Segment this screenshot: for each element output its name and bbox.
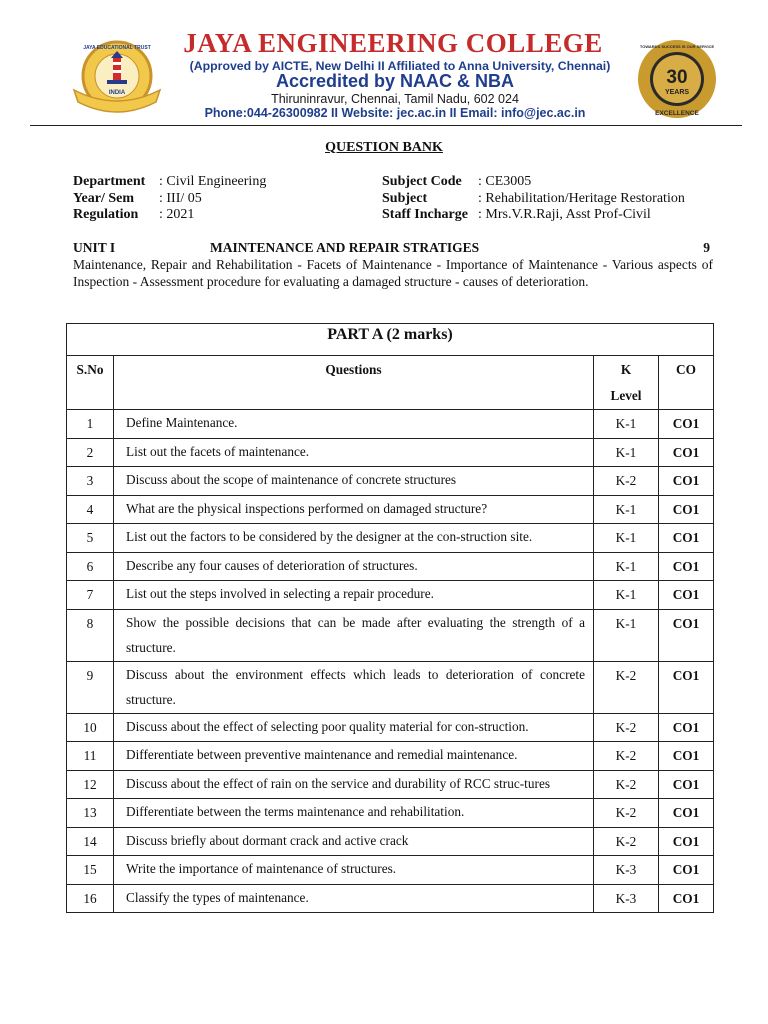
- k-level: K-2: [594, 827, 659, 856]
- question-number: 13: [67, 799, 114, 828]
- meta-label: Year/ Sem: [73, 190, 135, 206]
- k-level: K-3: [594, 856, 659, 885]
- meta-value: : Civil Engineering: [159, 174, 267, 189]
- meta-label: Regulation: [73, 207, 139, 222]
- header-k-level: [594, 356, 659, 410]
- table-row: [67, 770, 714, 799]
- course-outcome: CO1: [659, 524, 714, 553]
- course-outcome: CO1: [659, 581, 714, 610]
- contact-line: Phone:044-26300982 II Website: jec.ac.in II Email: info@jec.ac.in: [204, 106, 586, 120]
- header-sno: S.No: [67, 356, 114, 410]
- question-number: 1: [67, 410, 114, 439]
- question-number: 6: [67, 552, 114, 581]
- question-text: What are the physical inspections performed on damaged structure?: [114, 495, 594, 524]
- k-level: K-2: [594, 661, 659, 713]
- k-level: K-1: [594, 552, 659, 581]
- course-outcome: CO1: [659, 827, 714, 856]
- table-row: [67, 438, 714, 467]
- question-text: List out the factors to be considered by the designer at the con-struction site.: [114, 524, 594, 553]
- k-level: K-1: [594, 495, 659, 524]
- meta-label: Subject Code: [382, 174, 462, 189]
- letterhead: [0, 0, 768, 125]
- question-number: 9: [67, 661, 114, 713]
- k-level: K-1: [594, 524, 659, 553]
- address-line: Thiruninravur, Chennai, Tamil Nadu, 602 024: [271, 92, 519, 106]
- question-number: 14: [67, 827, 114, 856]
- course-outcome: CO1: [659, 661, 714, 713]
- meta-row-regulation: [73, 207, 266, 224]
- table-row: [67, 609, 714, 661]
- seal-word: YEARS: [664, 89, 690, 96]
- course-outcome: CO1: [659, 742, 714, 771]
- anniversary-seal-icon: [636, 38, 718, 120]
- question-text: List out the facets of maintenance.: [114, 438, 594, 467]
- table-row: [67, 581, 714, 610]
- question-text: Discuss about the scope of maintenance of concrete structures: [114, 467, 594, 496]
- course-outcome: CO1: [659, 770, 714, 799]
- table-row: [67, 884, 714, 913]
- question-text: Discuss about the effect of selecting poor quality material for con-struction.: [114, 713, 594, 742]
- table-row: [67, 410, 714, 439]
- question-text: List out the steps involved in selecting a repair procedure.: [114, 581, 594, 610]
- meta-row-year-sem: [73, 191, 266, 208]
- k-level: K-2: [594, 742, 659, 771]
- unit-title: MAINTENANCE AND REPAIR STRATIGES: [210, 240, 480, 255]
- table-caption: PART A (2 marks): [67, 324, 714, 356]
- course-outcome: CO1: [659, 609, 714, 661]
- course-outcome: CO1: [659, 495, 714, 524]
- question-table: [66, 323, 714, 913]
- meta-row-subject-code: [382, 174, 685, 191]
- meta-row-subject: [382, 191, 685, 208]
- meta-label: Department: [73, 174, 146, 189]
- college-name: JAYA ENGINEERING COLLEGE: [183, 28, 603, 58]
- header-k: K: [620, 362, 632, 377]
- seal-bottom-text: EXCELLENCE: [655, 110, 699, 117]
- table-row: [67, 742, 714, 771]
- question-number: 8: [67, 609, 114, 661]
- course-outcome: CO1: [659, 467, 714, 496]
- question-text: Describe any four causes of deterioration of structures.: [114, 552, 594, 581]
- course-outcome: CO1: [659, 552, 714, 581]
- question-text: Differentiate between preventive maintenance and remedial maintenance.: [114, 742, 594, 771]
- unit-description: Maintenance, Repair and Rehabilitation - Facets of Maintenance - Importance of Maintenance - Various aspects of Inspection - Assessment procedure for evaluating a damaged structure - causes of deterioration.: [73, 257, 713, 289]
- header-rule: [30, 125, 742, 126]
- k-level: K-1: [594, 609, 659, 661]
- question-number: 16: [67, 884, 114, 913]
- table-row: [67, 799, 714, 828]
- course-meta-left: [73, 174, 266, 224]
- meta-value: : Rehabilitation/Heritage Restoration: [478, 190, 685, 206]
- meta-value: : Mrs.V.R.Raji, Asst Prof-Civil: [478, 207, 651, 222]
- course-outcome: CO1: [659, 713, 714, 742]
- question-number: 2: [67, 438, 114, 467]
- approval-line: (Approved by AICTE, New Delhi II Affiliated to Anna University, Chennai): [189, 59, 611, 73]
- unit-heading: [73, 240, 713, 256]
- table-row: [67, 552, 714, 581]
- k-level: K-2: [594, 713, 659, 742]
- table-header-row: [67, 356, 714, 410]
- k-level: K-1: [594, 410, 659, 439]
- course-outcome: CO1: [659, 799, 714, 828]
- seal-ring-text: TOWARDS SUCCESS IS OUR SERVICE: [639, 44, 715, 49]
- question-text: Discuss about the environment effects which leads to deterioration of concrete structure.: [114, 661, 594, 713]
- meta-label: Subject: [382, 190, 428, 206]
- seal-number: 30: [666, 67, 688, 88]
- unit-section: [73, 240, 713, 290]
- table-row: [67, 713, 714, 742]
- meta-value: : 2021: [159, 207, 195, 222]
- question-text: Differentiate between the terms maintenance and rehabilitation.: [114, 799, 594, 828]
- k-level: K-2: [594, 799, 659, 828]
- header-co: CO: [659, 356, 714, 410]
- question-text: Discuss briefly about dormant crack and active crack: [114, 827, 594, 856]
- question-number: 3: [67, 467, 114, 496]
- page-title-text: QUESTION BANK: [325, 140, 443, 155]
- k-level: K-1: [594, 438, 659, 467]
- question-number: 7: [67, 581, 114, 610]
- table-row: [67, 467, 714, 496]
- table-row: [67, 524, 714, 553]
- course-meta-right: [382, 174, 685, 224]
- header-questions: Questions: [114, 356, 594, 410]
- header-level: Level: [610, 387, 642, 403]
- meta-row-department: [73, 174, 266, 191]
- k-level: K-2: [594, 467, 659, 496]
- page-title: [0, 140, 768, 156]
- question-text: Define Maintenance.: [114, 410, 594, 439]
- question-text: Discuss about the effect of rain on the service and durability of RCC struc-tures: [114, 770, 594, 799]
- question-text: Write the importance of maintenance of structures.: [114, 856, 594, 885]
- k-level: K-2: [594, 770, 659, 799]
- unit-label: UNIT I: [73, 240, 116, 255]
- course-outcome: CO1: [659, 410, 714, 439]
- question-number: 15: [67, 856, 114, 885]
- trust-emblem-icon: [72, 40, 162, 120]
- question-number: 11: [67, 742, 114, 771]
- question-number: 4: [67, 495, 114, 524]
- table-caption-row: [67, 324, 714, 356]
- course-outcome: CO1: [659, 884, 714, 913]
- meta-value: : III/ 05: [159, 190, 202, 206]
- table-row: [67, 856, 714, 885]
- table-row: [67, 495, 714, 524]
- k-level: K-3: [594, 884, 659, 913]
- question-text: Show the possible decisions that can be made after evaluating the strength of a structure.: [114, 609, 594, 661]
- unit-hours: 9: [703, 240, 710, 255]
- emblem-ring-text: JAYA EDUCATIONAL TRUST: [83, 45, 151, 51]
- question-text: Classify the types of maintenance.: [114, 884, 594, 913]
- table-row: [67, 661, 714, 713]
- meta-label: Staff Incharge: [382, 207, 468, 222]
- question-number: 12: [67, 770, 114, 799]
- meta-row-staff: [382, 207, 685, 224]
- course-outcome: CO1: [659, 856, 714, 885]
- question-rows: [67, 410, 714, 913]
- k-level: K-1: [594, 581, 659, 610]
- table-row: [67, 827, 714, 856]
- emblem-center-text: INDIA: [108, 90, 126, 96]
- question-number: 10: [67, 713, 114, 742]
- question-number: 5: [67, 524, 114, 553]
- course-outcome: CO1: [659, 438, 714, 467]
- accreditation-line: Accredited by NAAC & NBA: [275, 71, 515, 91]
- meta-value: : CE3005: [478, 174, 532, 189]
